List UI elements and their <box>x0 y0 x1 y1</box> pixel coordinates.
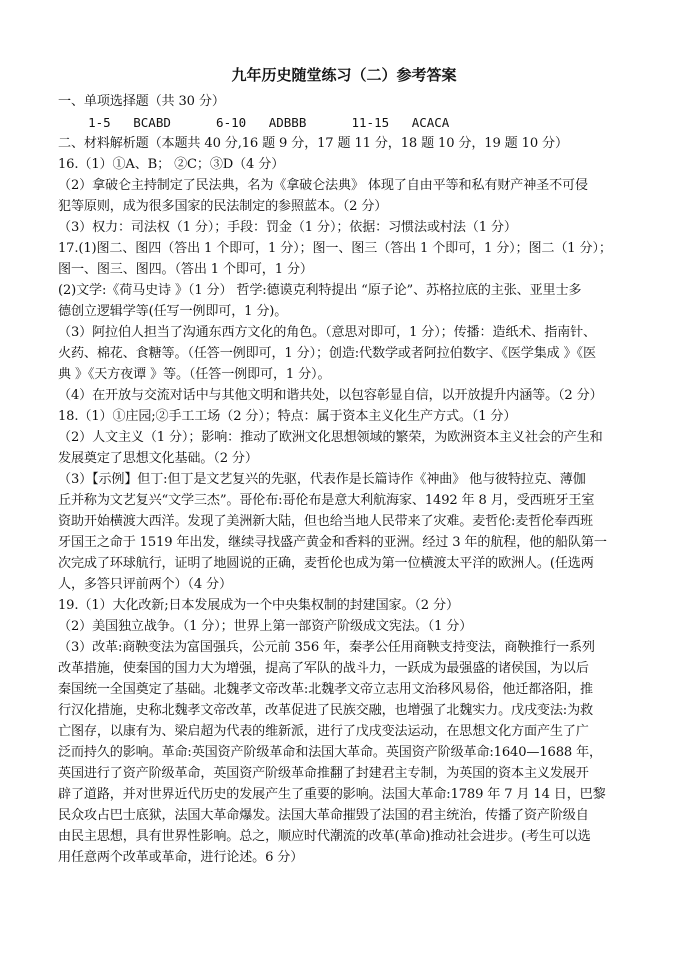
answer-line: 用任意两个改革或革命，进行论述。6 分） <box>58 850 304 865</box>
answer-line: 泛而持久的影响。革命:英国资产阶级革命和法国大革命。英国资产阶级革命:1640—1688 年， <box>58 745 602 760</box>
answer-line: 发展奠定了思想文化基础。（2 分） <box>58 451 258 466</box>
answer-line: 犯等原则，成为很多国家的民法制定的参照蓝本。（2 分） <box>58 199 388 214</box>
answer-line: 17.(1)图二、图四（答出 1 个即可，1 分）；图一、图三（答出 1 个即可，1 分）；图二（1 分）； <box>58 241 612 256</box>
answer-line: 民众攻占巴士底狱，法国大革命爆发。法国大革命摧毁了法国的君主统治，传播了资产阶级自 <box>58 808 589 823</box>
answer-line: 资助开始横渡大西洋。发现了美洲新大陆，但也给当地人民带来了灾难。麦哲伦:麦哲伦奉西班 <box>58 514 593 529</box>
answer-line: 人，多答只评前两个）（4 分） <box>58 577 232 592</box>
section-heading-material: 二、材料解析题（本题共 40 分,16 题 9 分，17 题 11 分，18 题 10 分，19 题 10 分） <box>58 136 568 151</box>
answer-line: 德创立逻辑学等(任写一例即可，1 分)。 <box>58 304 288 319</box>
answer-line: 丘并称为文艺复兴“文学三杰”。哥伦布:哥伦布是意大利航海家、1492 年 8 月，受西班牙王室 <box>58 493 595 508</box>
answer-line: (2)文学:《荷马史诗 》（1 分） 哲学:德谟克利特提出 “原子论”、苏格拉底的主张、亚里士多 <box>58 283 582 298</box>
answer-line: （3）改革:商鞅变法为富国强兵，公元前 356 年，秦孝公任用商鞅支持变法，商鞅推行一系列 <box>58 640 595 655</box>
answer-line: 牙国王之命于 1519 年出发，继续寻找盛产黄金和香料的亚洲。经过 3 年的航程，他的船队第一 <box>58 535 607 550</box>
answer-line: 典 》《天方夜谭 》等。（任答一例即可，1 分）。 <box>58 367 331 382</box>
answer-line: （3）阿拉伯人担当了沟通东西方文化的角色。（意思对即可，1 分）；传播：造纸术、指南针、 <box>58 325 596 340</box>
answer-line: 次完成了环球航行，证明了地圆说的正确，麦哲伦也成为第一位横渡太平洋的欧洲人。(任选两 <box>58 556 594 571</box>
page-title: 九年历史随堂练习（二）参考答案 <box>231 66 457 84</box>
answer-line: 16.（1）①A、B； ②C；③D（4 分） <box>58 157 285 172</box>
section-heading-mcq: 一、单项选择题（共 30 分） <box>58 94 225 109</box>
answer-line: （2）拿破仑主持制定了民法典，名为《拿破仑法典》 体现了自由平等和私有财产神圣不可侵 <box>58 178 588 193</box>
answer-line: 由民主思想，具有世界性影响。总之，顺应时代潮流的改革(革命)推动社会进步。(考生可以选 <box>58 829 591 844</box>
answer-line: 秦国统一全国奠定了基础。北魏孝文帝改革:北魏孝文帝立志用文治移风易俗，他迁都洛阳，推 <box>58 682 593 697</box>
answer-line: （3）【示例】但丁:但丁是文艺复兴的先驱，代表作是长篇诗作《神曲》 他与彼特拉克、薄伽 <box>58 472 586 487</box>
answer-line: 18.（1）①庄园;②手工工场（2 分）；特点：属于资本主义化生产方式。（1 分） <box>58 409 517 424</box>
answer-line: （2）人文主义（1 分）；影响：推动了欧洲文化思想领域的繁荣，为欧洲资本主义社会的产生和 <box>58 430 603 445</box>
answer-line: 火药、棉花、食糖等。（任答一例即可，1 分）；创造:代数学或者阿拉伯数字、《医学集成 》《医 <box>58 346 596 361</box>
answer-line: 英国进行了资产阶级革命，英国资产阶级革命推翻了封建君主专制，为英国的资本主义发展开 <box>58 766 589 781</box>
answer-line: （4）在开放与交流对话中与其他文明和谐共处，以包容彰显自信，以开放提升内涵等。（2 分） <box>58 388 603 403</box>
mcq-answers: 1-5 BCABD 6-10 ADBBB 11-15 ACACA <box>58 115 450 130</box>
answer-line: 19.（1）大化改新;日本发展成为一个中央集权制的封建国家。（2 分） <box>58 598 459 613</box>
answer-line: 图一、图三、图四。（答出 1 个即可，1 分） <box>58 262 313 277</box>
answer-line: （2）美国独立战争。（1 分）；世界上第一部资产阶级成文宪法。（1 分） <box>58 619 473 634</box>
answer-line: 改革措施，使秦国的国力大为增强，提高了军队的战斗力，一跃成为最强盛的诸侯国，为以后 <box>58 661 589 676</box>
answer-line: 辟了道路，并对世界近代历史的发展产生了重要的影响。法国大革命:1789 年 7 月 14 日，巴黎 <box>58 787 606 802</box>
answer-line: （3）权力：司法权（1 分）；手段：罚金（1 分）；依据：习惯法或村法（1 分） <box>58 220 517 235</box>
answer-content <box>58 91 663 868</box>
answer-line: 亡图存，以康有为、梁启超为代表的维新派，进行了戊戌变法运动，在思想文化方面产生了广 <box>58 724 589 739</box>
answer-line: 行汉化措施，史称北魏孝文帝改革，改革促进了民族交融，也增强了北魏实力。戊戌变法:为救 <box>58 703 593 718</box>
